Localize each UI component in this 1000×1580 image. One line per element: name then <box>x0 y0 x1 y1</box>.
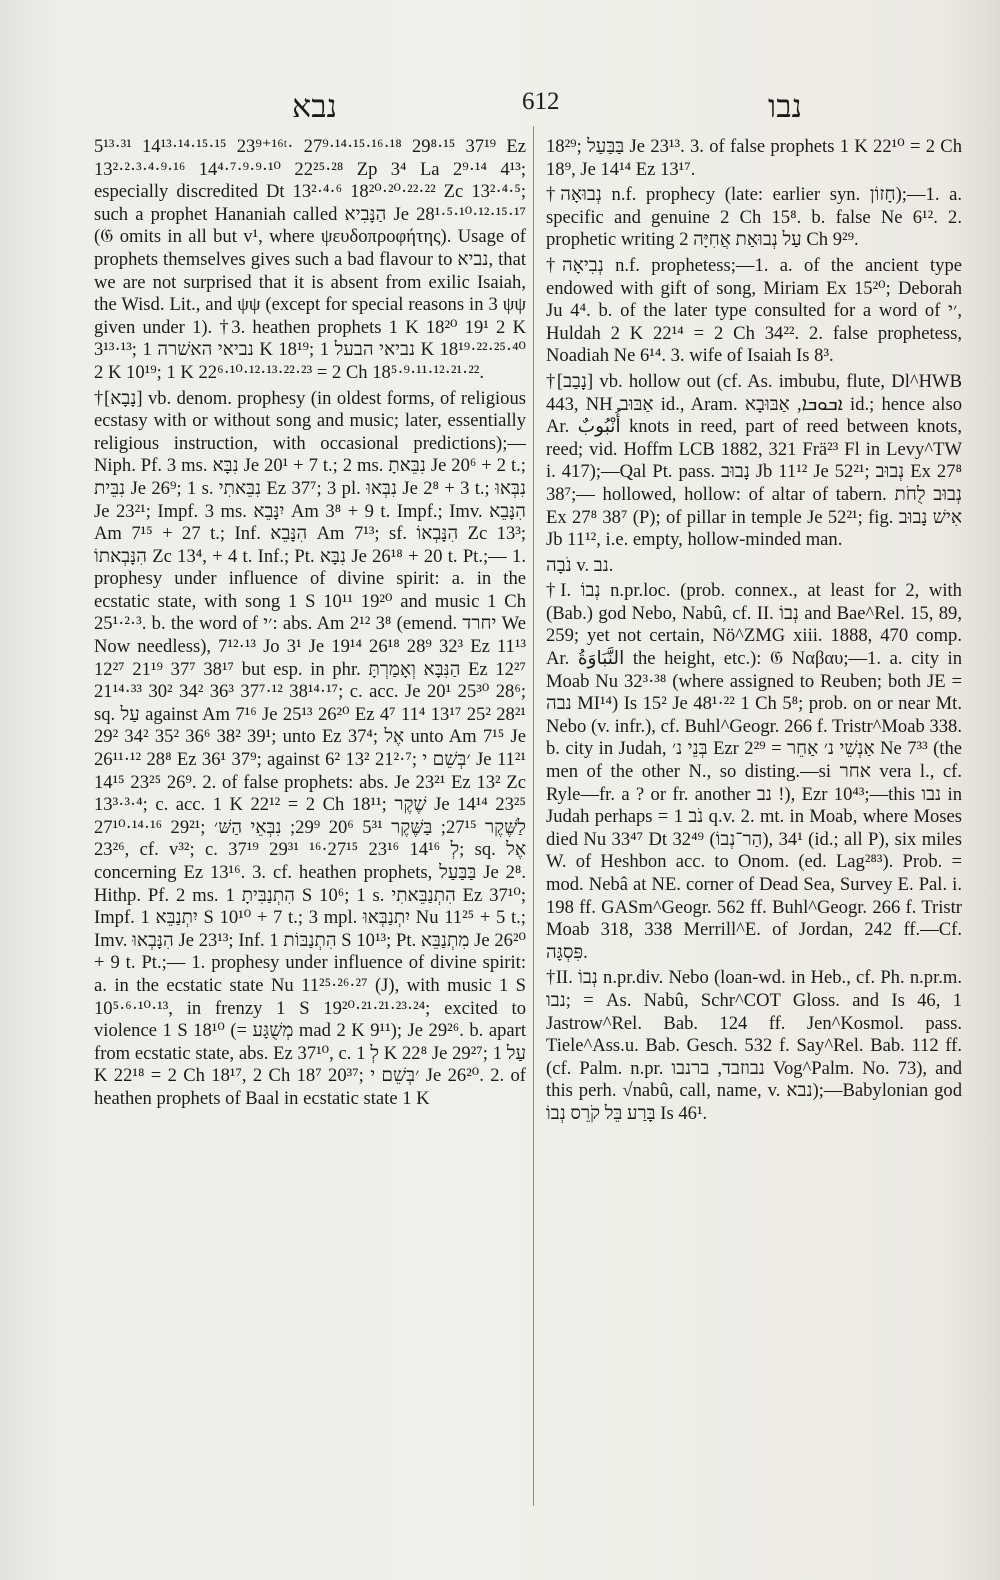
left-column-paragraph: †[נָבָא] vb. denom. prophesy (in oldest forms, of religious ecstasy with or without song and music; later, essentially religious instruction, with occasional predictions);— Niph. Pf. 3 ms. נִבָּא Je 20¹ + 7 t.; 2 ms. נִבֵּאתָ Je 20⁶ + 2 t.; נִבֵּית Je 26⁹; 1 s. נִבֵּאתִי Ez 37⁷; 3 pl. נִבְּאוּ Je 2⁸ + 3 t.; נִבְּאוּ Je 23²¹; Impf. 3 ms. יִנָּבֵא Am 3⁸ + 9 t. Impf.; Imv. הִנָּבֵא Am 7¹⁵ + 27 t.; Inf. הִנָּבֵא Am 7¹³; sf. הִנָּבְאוֹ Zc 13³; הִנָּבְאתוֹ Zc 13⁴, + 4 t. Inf.; Pt. נִבָּא Je 26¹⁸ + 20 t. Pt.;— 1. prophesy under influence of divine spirit: a. in the ecstatic state, with song 1 S 10¹¹ 19²⁰ and music 1 Ch 25¹·²·³. b. the word of ׳י: abs. Am 2¹² 3⁸ (emend. יחרד We Now needless), 7¹²·¹³ Jo 3¹ Je 19¹⁴ 26¹⁸ 28⁹ 32³ Ez 11¹³ 12²⁷ 21¹⁹ 37⁷ 38¹⁷ but esp. in phr. הַנִּבָּא וְאָמַרְתָּ Ez 12²⁷ 21¹⁴·³³ 30² 34² 36³ 37⁷·¹² 38¹⁴·¹⁷; c. acc. Je 20¹ 25³⁰ 28⁶; sq. עַל against Am 7¹⁶ Je 25¹³ 26²⁰ Ez 4⁷ 11⁴ 13¹⁷ 25² 28²¹ 29² 34² 35² 36⁶ 38² 39¹; unto Ez 37⁴; אֶל unto Am 7¹⁵ Je 26¹¹·¹² 28⁸ Ez 36¹ 37⁹; against 6² 13² 21²·⁷; ׳בְּשֵׁם י Je 11²¹ 14¹⁵ 23²⁵ 26⁹. 2. of false prophets: abs. Je 23²¹ Ez 13² Zc 13³·³·⁴; c. acc. 1 K 22¹² = 2 Ch 18¹¹; שֶׁקֶר Je 14¹⁴ 23²⁵ 27¹⁰·¹⁴·¹⁶ 29²¹; לַשֶּׁקֶר 27¹⁵; בַּשֶּׁקֶר 5³¹ 20⁶ 29⁹; נִבְּאֵי הַשּׁ׳ 23²⁶, cf. v³²; c. לְ 14¹⁶ 23¹⁶ 27¹⁵·¹⁶ 29³¹ 37¹⁹; sq. אֶל concerning Ez 13¹⁶. 3. cf. heathen prophets, בַּבַּעַל Je 2⁸. Hithp. Pf. 2 ms. הִתְנַבִּיתָ 1 S 10⁶; 1 s. הִתְנַבֵּאתִי Ez 37¹⁰; Impf. יִתְנַבֵּא 1 S 10¹⁰ + 7 t.; 3 mpl. יִתְנַבְּאוּ Nu 11²⁵ + 5 t.; Imv. הִנָּבְאוּ Je 23¹³; Inf. הִתְנַבּוֹת 1 S 10¹³; Pt. מִתְנַבֵּא Je 26²⁰ + 9 t. Pt.;— 1. prophesy under influence of divine spirit: a. in the ecstatic state Nu 11²⁵·²⁶·²⁷ (J), with music 1 S 10⁵·⁶·¹⁰·¹³, in frenzy 1 S 19²⁰·²¹·²¹·²³·²⁴; excited to violence 1 S 18¹⁰ (= מְשֻׁגָּע mad 2 K 9¹¹); Je 29²⁶. b. apart from ecstatic state, abs. Ez 37¹⁰, c. לְ 1 K 22⁸ Je 29²⁷; עַל 1 K 22¹⁸ = 2 Ch 18¹⁷, 2 Ch 18⁷ 20³⁷; ׳בְּשֵׁם י Je 26²⁰. 2. of heathen prophets of Baal in ecstatic state 1 K <box>94 387 527 1109</box>
entry-nabab: †[נָבַב] vb. hollow out (cf. As. imbubu, flute, Dl^HWB 443, NH אַבּוּב id., Aram. ܐܒܘܒܐ, אַבּוּבָא id.; hence also Ar. أُنْبُوبٌ knots in reed, part of reed between knots, reed; vid. Hoffm LCB 1882, 321 Frä²³ Fl in Levy^TW i. 417);—Qal Pt. pass. נָבוּב Jb 11¹² Je 52²¹; נְבוּב Ex 27⁸ 38⁷;— hollowed, hollow: of altar of tabern. נְבוּב לֻחֹת Ex 27⁸ 38⁷ (P); of pillar in temple Je 52²¹; fig. אִישׁ נָבוּב Jb 11¹², i.e. empty, hollow-minded man. <box>546 370 962 551</box>
left-column-paragraph: 5¹³·³¹ 14¹³·¹⁴·¹⁵·¹⁵ 23⁹⁺¹⁶ᵗ· 27⁹·¹⁴·¹⁵·¹⁶·¹⁸ 29⁸·¹⁵ 37¹⁹ Ez 13²·²·³·⁴·⁹·¹⁶ 14⁴·⁷·⁹·⁹·¹⁰ 22²⁵·²⁸ Zp 3⁴ La 2⁹·¹⁴ 4¹³; especially discredited Dt 13²·⁴·⁶ 18²⁰·²⁰·²²·²² Zc 13²·⁴·⁵; such a prophet Hananiah called הַנָּבִיא Je 28¹·⁵·¹⁰·¹²·¹⁵·¹⁷ (𝔊 omits in all but v¹, where ψευδοπροφήτης). Usage of prophets themselves gives such a bad flavour to נביא, that we are not surprised that it is absent from exilic Isaiah, the Wisd. Lit., and ψψ (except for special reasons in 3 ψψ given under 1). †3. heathen prophets 1 K 18²⁰ 19¹ 2 K 3¹³·¹³; נביאי האשׁרה 1 K 18¹⁹; נביאי הבעל 1 K 18¹⁹·²²·²⁵·⁴⁰ 2 K 10¹⁹; 1 K 22⁶·¹⁰·¹²·¹³·²²·²³ = 2 Ch 18⁵·⁹·¹¹·¹²·²¹·²². <box>94 136 527 383</box>
entry-nebiah: †נְבִיאָה n.f. prophetess;—1. a. of the ancient type endowed with gift of song, Miriam Ex 15²⁰; Deborah Ju 4⁴. b. of the later type consulted for a word of ׳י, Huldah 2 K 22¹⁴ = 2 Ch 34²². 2. false prophetess, Noadiah Ne 6¹⁴. 3. wife of Isaiah Is 8³. <box>546 254 962 367</box>
column-divider <box>533 126 534 1506</box>
running-header <box>0 84 1000 124</box>
right-column <box>546 136 962 1129</box>
entry-nobah-xref: נֹבָה v. נב. <box>546 554 614 576</box>
entry-nebo-deity: †II. נְבוֹ n.pr.div. Nebo (loan-wd. in Heb., cf. Ph. n.pr.m. נבו; = As. Nabû, Schr^COT Gloss. and Is 46, 1 Jastrow^Rel. Bab. 124 ff. Jen^Kosmol. pass. Tiele^Ass.u. Bab. Gesch. 532 f. Say^Rel. Bab. 112 ff. (cf. Palm. n.pr. נבוזבד, ברנבו Vog^Palm. No. 73), and this perh. √nabû, call, name, v. נבא);—Babylonian god בָּרַע בֵּל קֹרֵס נְבוֹ Is 46¹. <box>546 967 963 1124</box>
right-headword: נבו <box>768 88 803 124</box>
entry-nebo-place: †I. נְבוֹ n.pr.loc. (prob. connex., at least for 2, with (Bab.) god Nebo, Nabû, cf. II. נְבוֹ and Bae^Rel. 15, 89, 259; yet not certain, Nö^ZMG xiii. 1888, 470 comp. Ar. النَّبَاوَةُ the height, etc.): 𝔊 Ναβαυ;—1. a. city in Moab Nu 32³·³⁸ (where assigned to Reuben; both JE = נבה MI¹⁴) Is 15² Je 48¹·²² 1 Ch 5⁸; prob. on or near Mt. Nebo (v. infr.), cf. Buhl^Geogr. 266 f. Tristr^Moab 338. b. city in Judah, בְּנֵי נ׳ Ezr 2²⁹ = אַנְשֵׁי נ׳ אַחֵר Ne 7³³ (the men of the other N., so disting.—si אחר vera l., cf. Ryle—fr. a ? or fr. another נב !), Ezr 10⁴³;—this נבו in Judah perhaps = נֹב 1 q.v. 2. mt. in Moab, where Moses died Nu 33⁴⁷ Dt 32⁴⁹ (הַר־נְבוֹ), 34¹ (id.; all P), six miles W. of Heshbon acc. to Onom. (ed. Lag²⁸³). Prob. = mod. Nebâ at NE. corner of Dead Sea, Survey E. Pal. i. 198 ff. GASm^Geogr. 562 ff. Buhl^Geogr. 266 f. Tristr Moab 318, 338 Merrill^E. of Jordan, 242 ff.—Cf. פִּסְגָּה. <box>546 580 963 963</box>
entry-nebuah: †נְבוּאָה n.f. prophecy (late: earlier syn. חָזוֹן);—1. a. specific and genuine 2 Ch 15⁸. b. false Ne 6¹². 2. prophetic writing עַל נְבוּאַת אֲחִיָּה 2 Ch 9²⁹. <box>546 184 963 251</box>
page-number: 612 <box>522 88 560 115</box>
left-headword: נבא <box>292 88 338 124</box>
left-column <box>94 136 526 1114</box>
right-column-paragraph: 18²⁹; בַּבַּעַל Je 23¹³. 3. of false prophets 1 K 22¹⁰ = 2 Ch 18⁹, Je 14¹⁴ Ez 13¹⁷. <box>546 136 962 180</box>
